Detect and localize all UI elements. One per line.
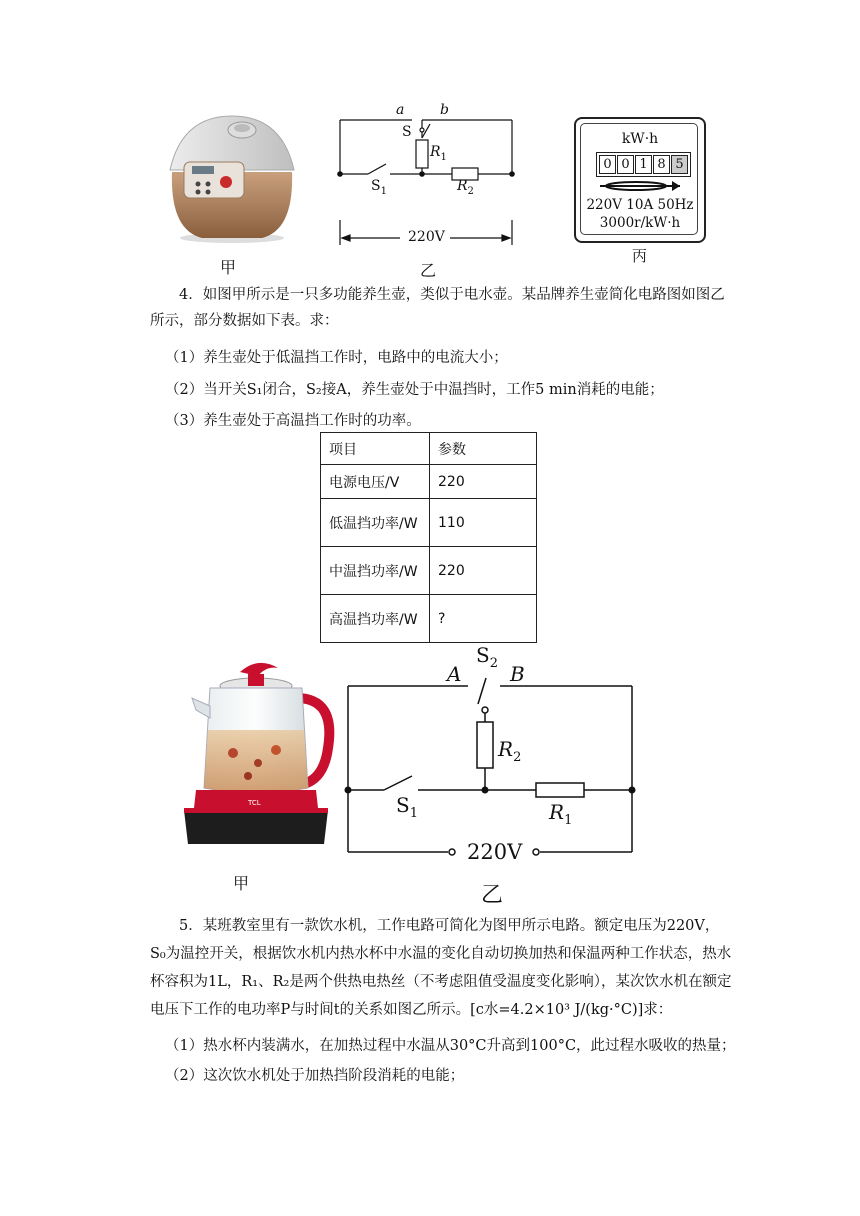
meter-unit: kW·h	[621, 131, 659, 147]
q4-parameter-table	[320, 432, 537, 643]
table-row	[321, 595, 537, 643]
table-header-row	[321, 433, 537, 465]
fig1-caption-c: 丙	[632, 247, 648, 265]
q5-item-1: （1）热水杯内装满水，在加热过程中水温从30°C升高到100°C，此过程水吸收的热量；	[165, 1038, 736, 1054]
table-row	[321, 465, 537, 499]
circuit-label-b: b	[440, 102, 449, 118]
q4-item-3: （3）养生壶处于高温挡工作时的功率。	[165, 413, 421, 429]
q4-r1-label: $R_1$	[549, 800, 573, 828]
q4-item-2: （2）当开关S₁闭合，S₂接A，养生壶处于中温挡时，工作5 min消耗的电能；	[165, 382, 664, 398]
table-cell: ?	[430, 595, 537, 643]
meter-disk-arrow	[596, 179, 686, 193]
q5-text: 5．某班教室里有一款饮水机，工作电路可简化为图甲所示电路。额定电压为220V，S₀为温控开关，根据饮水机内热水杯中水温的变化自动切换加热和保温两种工作状态，热水杯容积为1L，R₁、R₂是两个供热电热丝（不考虑阻值受温度变化影响），某次饮水机在额定电压下工作的电功率P与时间t的关系如图乙所示。[c水=4.2×10³ J/(kg·°C)]求：	[150, 918, 732, 1018]
meter-digit: 1	[635, 155, 652, 174]
meter-digit-decimal: 5	[671, 155, 688, 174]
q4-r2-label: $R_2$	[498, 737, 522, 765]
meter-spec-2: 3000r/kW·h	[599, 215, 681, 231]
table-row	[321, 499, 537, 547]
health-kettle-image	[178, 658, 336, 858]
meter-digit: 8	[653, 155, 670, 174]
fig1-caption-b: 乙	[420, 261, 437, 280]
table-cell: 中温挡功率/W	[321, 547, 430, 595]
q5-item-2: （2）这次饮水机处于加热挡阶段消耗的电能；	[165, 1068, 465, 1084]
circuit-s1-label: $S_1$	[371, 178, 387, 197]
table-cell: 高温挡功率/W	[321, 595, 430, 643]
q4-item-1: （1）养生壶处于低温挡工作时，电路中的电流大小；	[165, 350, 508, 366]
meter-digit: 0	[617, 155, 634, 174]
circuit-switch-s-label: S	[402, 124, 412, 140]
electric-meter	[574, 117, 706, 243]
meter-digits	[596, 152, 691, 177]
q4-intro: 4．如图甲所示是一只多功能养生壶，类似于电水壶。某品牌养生壶简化电路图如图乙所示，部分数据如下表。求：	[150, 287, 725, 329]
q4-circuit-diagram	[340, 660, 640, 860]
meter-digit: 0	[599, 155, 616, 174]
kettle-brand: TCL	[248, 799, 261, 807]
q4-fig-caption-b: 乙	[481, 883, 504, 908]
q4-s2-label: $S_2$	[476, 643, 498, 671]
q4-label-a: A	[447, 662, 462, 686]
table-cell: 220	[430, 547, 537, 595]
q4-s1-label: $S_1$	[396, 793, 418, 821]
table-cell: 110	[430, 499, 537, 547]
fig1-caption-a: 甲	[220, 258, 237, 277]
circuit-voltage-label: 220V	[408, 229, 445, 245]
table-cell: 电源电压/V	[321, 465, 430, 499]
circuit-r1-label: $R_1$	[430, 144, 447, 163]
q4-label-b: B	[510, 662, 525, 686]
meter-spec-1: 220V 10A 50Hz	[586, 197, 694, 213]
table-cell: 低温挡功率/W	[321, 499, 430, 547]
table-header-cell: 项目	[321, 433, 430, 465]
q4-voltage-label: 220V	[467, 840, 523, 864]
table-row	[321, 547, 537, 595]
circuit-label-a: a	[396, 102, 405, 118]
table-header-cell: 参数	[430, 433, 537, 465]
table-cell: 220	[430, 465, 537, 499]
circuit-r2-label: $R_2$	[457, 178, 474, 197]
rice-cooker-image	[162, 110, 302, 245]
q4-fig-caption-a: 甲	[233, 874, 250, 893]
